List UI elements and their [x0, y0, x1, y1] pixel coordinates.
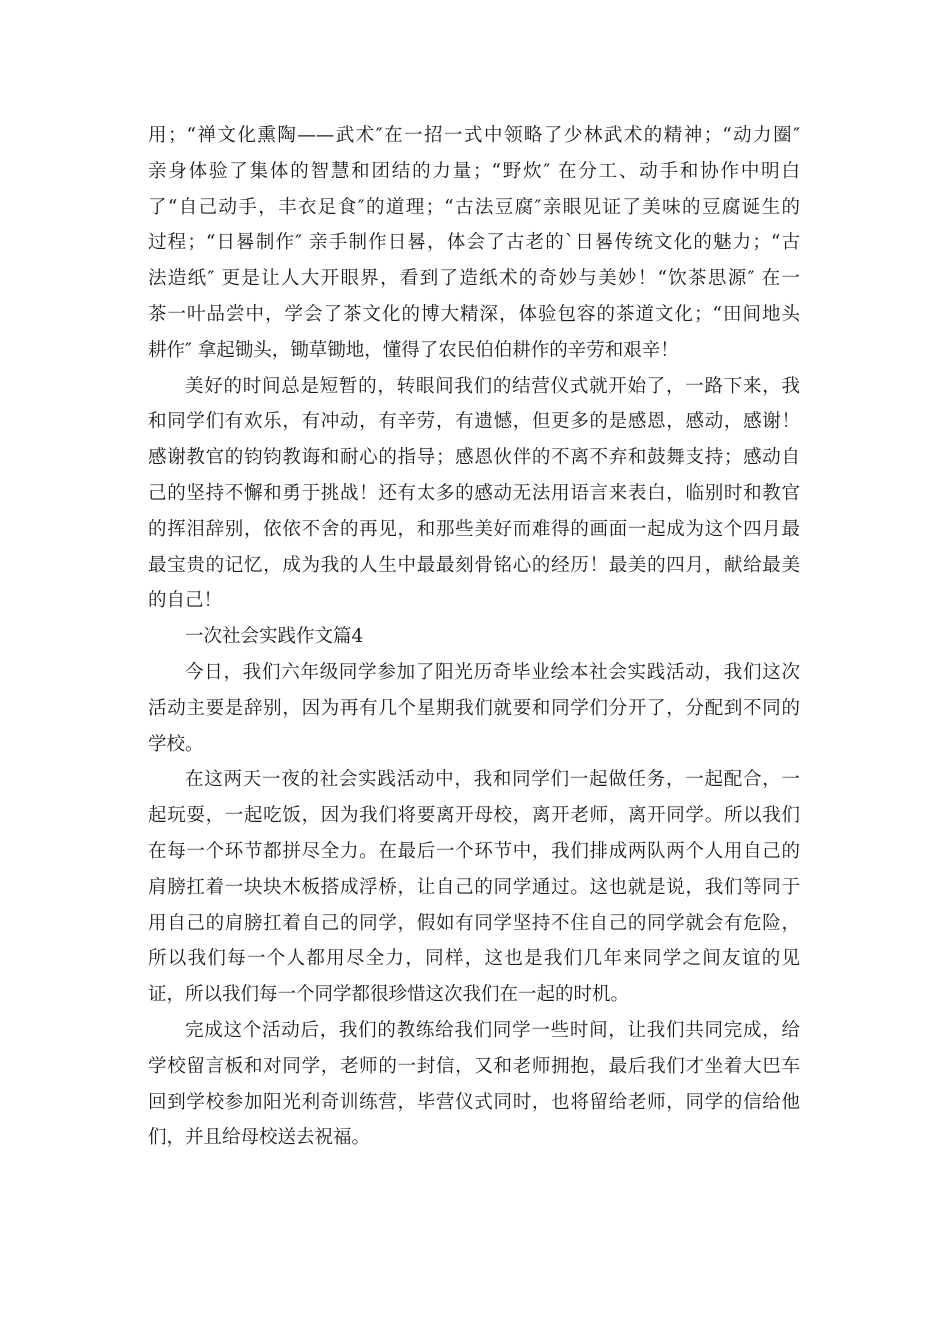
- text-line: 法造纸″ 更是让人大开眼界，看到了造纸术的奇妙与美妙！“饮茶思源″ 在一: [148, 268, 800, 290]
- text-line: 证，所以我们每一个同学都很珍惜这次我们在一起的时机。: [148, 984, 630, 1006]
- text-line: 学校留言板和对同学，老师的一封信，又和老师拥抱，最后我们才坐着大巴车: [148, 1055, 800, 1077]
- paragraph: [148, 118, 800, 369]
- text-line: 亲身体验了集体的智慧和团结的力量；“野炊″ 在分工、动手和协作中明白: [148, 160, 800, 182]
- text-line: 们，并且给母校送去祝福。: [148, 1127, 371, 1149]
- text-line: 所以我们每一个人都用尽全力，同样，这也是我们几年来同学之间友谊的见: [148, 948, 800, 970]
- text-line: 了“自己动手，丰衣足食″的道理；“古法豆腐″亲眼见证了美味的豆腐诞生的: [148, 196, 800, 218]
- paragraph: [148, 655, 800, 762]
- document-body: [148, 118, 800, 1156]
- text-line: 起玩耍，一起吃饭，因为我们将要离开母校，离开老师，离开同学。所以我们: [148, 805, 800, 827]
- text-line: 学校。: [148, 733, 204, 755]
- paragraph: [148, 762, 800, 1013]
- text-line: 今日，我们六年级同学参加了阳光历奇毕业绘本社会实践活动，我们这次: [185, 661, 800, 683]
- text-line: 肩膀扛着一块块木板搭成浮桥，让自己的同学通过。这也就是说，我们等同于: [148, 876, 800, 898]
- text-line: 用自己的肩膀扛着自己的同学，假如有同学坚持不住自己的同学就会有危险，: [148, 912, 800, 934]
- text-line: 完成这个活动后，我们的教练给我们同学一些时间，让我们共同完成，给: [185, 1019, 800, 1041]
- text-line: 在这两天一夜的社会实践活动中，我和同学们一起做任务，一起配合，一: [185, 769, 800, 791]
- text-line: 过程；“日晷制作″ 亲手制作日晷，体会了古老的`日晷传统文化的魅力；“古: [148, 232, 800, 254]
- text-line: 最宝贵的记忆，成为我的人生中最最刻骨铭心的经历！最美的四月，献给最美: [148, 554, 800, 576]
- text-line: 己的坚持不懈和勇于挑战！还有太多的感动无法用语言来表白，临别时和教官: [148, 482, 800, 504]
- text-line: 活动主要是辞别，因为再有几个星期我们就要和同学们分开了，分配到不同的: [148, 697, 800, 719]
- text-line: 的自己！: [148, 590, 223, 612]
- text-line: 在每一个环节都拼尽全力。在最后一个环节中，我们排成两队两个人用自己的: [148, 840, 800, 862]
- section-title: 一次社会实践作文篇4: [185, 626, 364, 648]
- text-line: 和同学们有欢乐，有冲动，有辛劳，有遗憾，但更多的是感恩，感动，感谢！: [148, 411, 800, 433]
- section-heading: [148, 619, 800, 655]
- paragraph: [148, 369, 800, 620]
- paragraph: [148, 1013, 800, 1156]
- text-line: 的挥泪辞别，依依不舍的再见，和那些美好而难得的画面一起成为这个四月最: [148, 518, 800, 540]
- text-line: 回到学校参加阳光利奇训练营，毕营仪式同时，也将留给老师，同学的信给他: [148, 1091, 800, 1113]
- text-line: 美好的时间总是短暂的，转眼间我们的结营仪式就开始了，一路下来，我: [185, 375, 800, 397]
- text-line: 用；“禅文化熏陶——武术″在一招一式中领略了少林武术的精神；“动力圈″: [148, 125, 800, 146]
- text-line: 感谢教官的钧钧教诲和耐心的指导；感恩伙伴的不离不弃和鼓舞支持；感动自: [148, 447, 800, 469]
- text-line: 茶一叶品尝中，学会了茶文化的博大精深，体验包容的茶道文化；“田间地头: [148, 303, 800, 325]
- text-line: 耕作″ 拿起锄头，锄草锄地，懂得了农民伯伯耕作的辛劳和艰辛！: [148, 339, 679, 361]
